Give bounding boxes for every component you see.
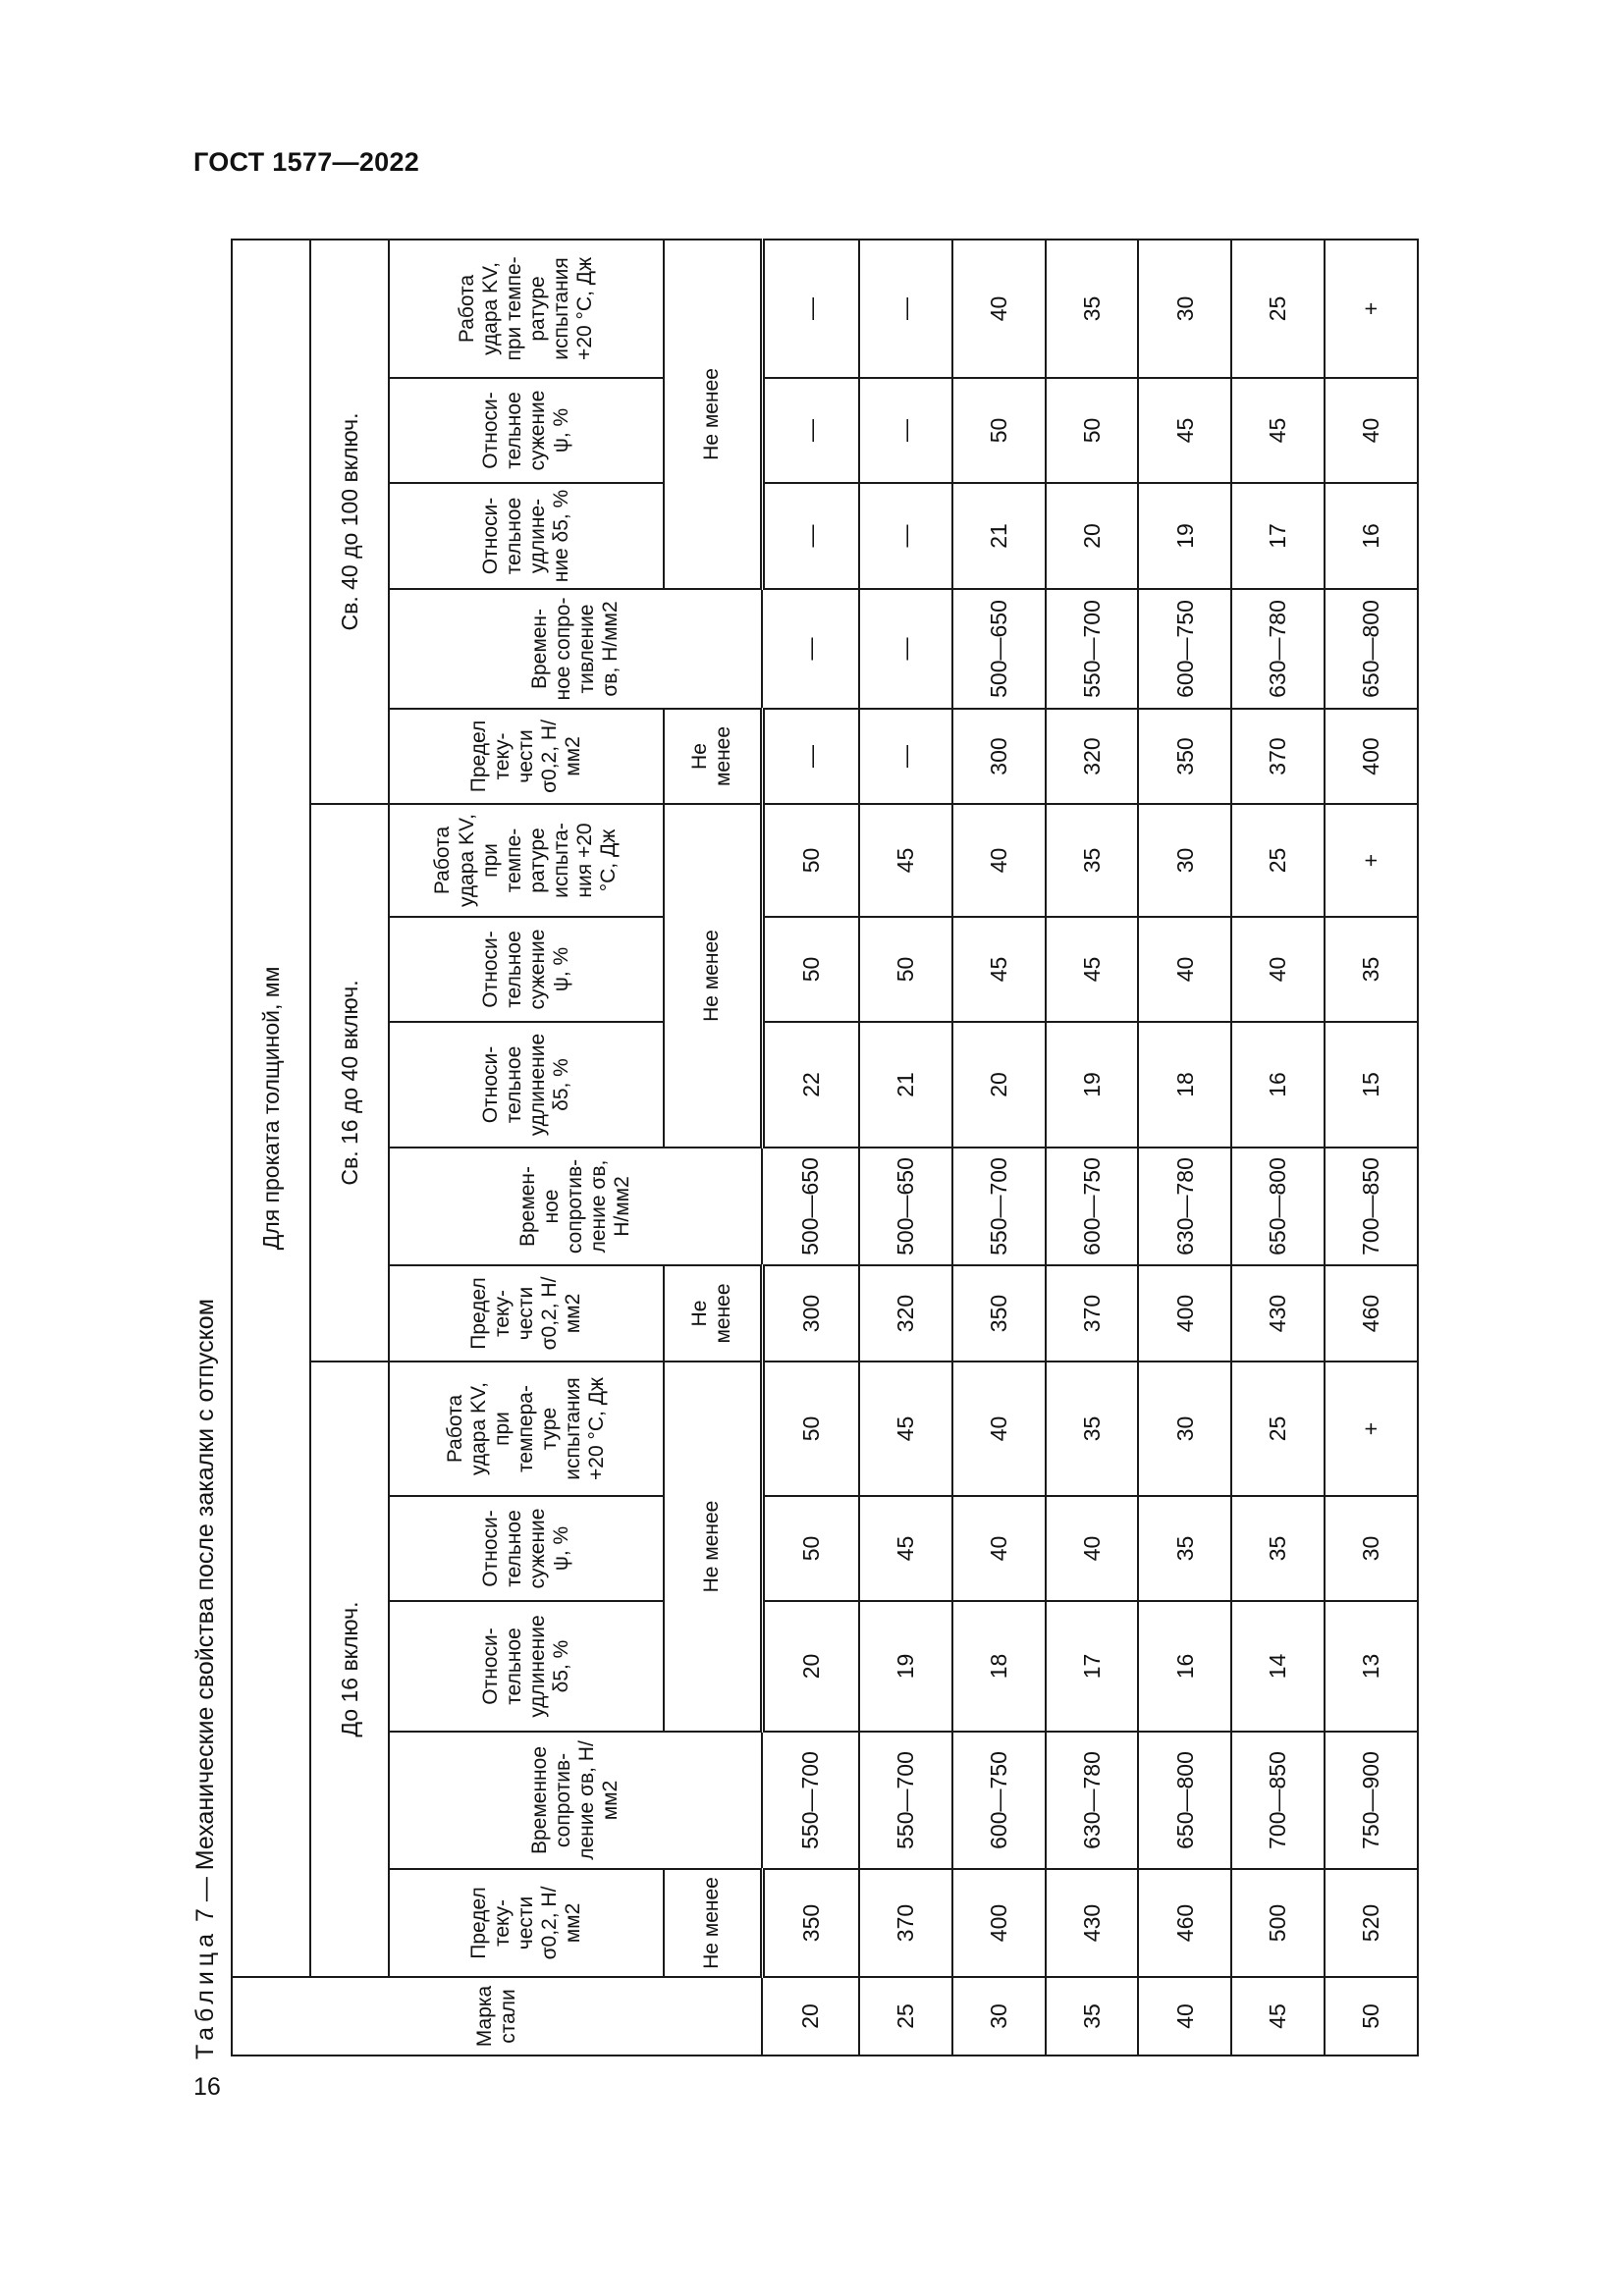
r3-impact-header: Работа удара KV, при темпе-ратуре испытания +20 °С, Дж	[389, 240, 664, 378]
cell: 16	[1138, 1601, 1231, 1732]
cell: 16	[1325, 483, 1418, 589]
cell: 430	[1231, 1265, 1325, 1362]
cell: 19	[1138, 483, 1231, 589]
cell: 25	[1231, 1362, 1325, 1496]
cell: —	[762, 589, 859, 709]
cell: 14	[1231, 1601, 1325, 1732]
cell-grade: 45	[1231, 1977, 1325, 2056]
table-body	[762, 240, 1418, 2056]
cell: 600—750	[952, 1732, 1046, 1869]
table-row	[1325, 240, 1418, 2056]
cell: 35	[1046, 1362, 1139, 1496]
cell: 13	[1325, 1601, 1418, 1732]
cell: 320	[859, 1265, 952, 1362]
cell: 40	[952, 804, 1046, 917]
cell: 30	[1325, 1496, 1418, 1601]
r2-tensile-header: Времен-ное сопротив-ление σв, Н/мм2	[389, 1148, 762, 1265]
cell: 40	[952, 1362, 1046, 1496]
cell: —	[762, 483, 859, 589]
cell: 20	[952, 1022, 1046, 1148]
thickness-header: Для проката толщиной, мм	[232, 240, 310, 1977]
cell: 630—780	[1046, 1732, 1139, 1869]
r1-min-label-short: Не менее	[664, 1869, 762, 1977]
cell: 40	[1046, 1496, 1139, 1601]
cell: 350	[952, 1265, 1046, 1362]
cell: —	[859, 240, 952, 378]
cell: 20	[762, 1601, 859, 1732]
cell: 22	[762, 1022, 859, 1148]
cell: 25	[1231, 240, 1325, 378]
cell: 50	[762, 804, 859, 917]
cell: +	[1325, 804, 1418, 917]
cell: 370	[1231, 709, 1325, 804]
cell: 50	[1046, 378, 1139, 483]
grade-header: Марка стали	[232, 1977, 762, 2056]
cell-grade: 40	[1138, 1977, 1231, 2056]
cell: 21	[952, 483, 1046, 589]
cell-grade: 35	[1046, 1977, 1139, 2056]
cell: 40	[1325, 378, 1418, 483]
table-row	[859, 240, 952, 2056]
cell: —	[762, 240, 859, 378]
table-row	[952, 240, 1046, 2056]
cell: —	[859, 378, 952, 483]
r2-min-label-yield: Не менее	[664, 1265, 762, 1362]
cell-grade: 50	[1325, 1977, 1418, 2056]
cell: 21	[859, 1022, 952, 1148]
cell: 350	[1138, 709, 1231, 804]
cell: 50	[762, 917, 859, 1022]
r3-min-label-yield: Не менее	[664, 709, 762, 804]
cell: 25	[1231, 804, 1325, 917]
cell: 460	[1138, 1869, 1231, 1977]
cell: 300	[952, 709, 1046, 804]
cell: —	[859, 483, 952, 589]
cell: 50	[952, 378, 1046, 483]
cell: 50	[762, 1362, 859, 1496]
cell: 16	[1231, 1022, 1325, 1148]
cell: 35	[1231, 1496, 1325, 1601]
cell: 550—700	[762, 1732, 859, 1869]
table-row	[1046, 240, 1139, 2056]
r2-min-label: Не менее	[664, 804, 762, 1148]
cell: 550—700	[1046, 589, 1139, 709]
cell: 700—850	[1325, 1148, 1418, 1265]
cell: 18	[952, 1601, 1046, 1732]
cell: —	[859, 589, 952, 709]
cell: 18	[1138, 1022, 1231, 1148]
r1-impact-header: Работа удара KV, при темпера-туре испытания +20 °С, Дж	[389, 1362, 664, 1496]
cell: 370	[1046, 1265, 1139, 1362]
cell: 600—750	[1046, 1148, 1139, 1265]
cell: 550—700	[859, 1732, 952, 1869]
cell: 520	[1325, 1869, 1418, 1977]
cell: +	[1325, 1362, 1418, 1496]
table-row	[762, 240, 859, 2056]
r2-reduction-header: Относи-тельное сужение ψ, %	[389, 917, 664, 1022]
cell: 45	[859, 804, 952, 917]
table-row	[1231, 240, 1325, 2056]
cell: 40	[952, 240, 1046, 378]
cell-grade: 20	[762, 1977, 859, 2056]
cell: 30	[1138, 804, 1231, 917]
table-caption-number: 7	[191, 1908, 219, 1923]
cell: 45	[1046, 917, 1139, 1022]
mechanical-properties-table	[231, 240, 1419, 2056]
cell: 45	[859, 1496, 952, 1601]
table-caption-lead: Таблица	[191, 1928, 219, 2059]
cell: 35	[1046, 804, 1139, 917]
cell: 45	[952, 917, 1046, 1022]
cell: 30	[1138, 1362, 1231, 1496]
r1-min-label: Не менее	[664, 1362, 762, 1732]
cell-grade: 30	[952, 1977, 1046, 2056]
page-number: 16	[193, 2073, 221, 2101]
r2-elongation-header: Относи-тельное удлинение δ5, %	[389, 1022, 664, 1148]
r3-elongation-header: Относи-тельное удлине-ние δ5, %	[389, 483, 664, 589]
cell: 40	[1231, 917, 1325, 1022]
cell: 17	[1231, 483, 1325, 589]
r1-yield-header: Предел теку-чести σ0,2, Н/мм2	[389, 1869, 664, 1977]
cell: —	[859, 709, 952, 804]
cell: 400	[1138, 1265, 1231, 1362]
cell: 45	[1138, 378, 1231, 483]
cell: 50	[762, 1496, 859, 1601]
range-header-2: Св. 16 до 40 включ.	[310, 804, 389, 1362]
cell: 19	[859, 1601, 952, 1732]
cell: 650—800	[1138, 1732, 1231, 1869]
cell: 19	[1046, 1022, 1139, 1148]
cell: 750—900	[1325, 1732, 1418, 1869]
range-header-1: До 16 включ.	[310, 1362, 389, 1977]
document-header: ГОСТ 1577—2022	[193, 147, 420, 177]
properties-table	[231, 239, 1419, 2056]
cell: 350	[762, 1869, 859, 1977]
cell: 700—850	[1231, 1732, 1325, 1869]
table-row	[1138, 240, 1231, 2056]
r1-tensile-header: Временное сопротив-ление σв, Н/мм2	[389, 1732, 762, 1869]
r1-reduction-header: Относи-тельное сужение ψ, %	[389, 1496, 664, 1601]
cell: —	[762, 709, 859, 804]
r3-min-label: Не менее	[664, 240, 762, 589]
cell: —	[762, 378, 859, 483]
cell: 650—800	[1231, 1148, 1325, 1265]
r2-impact-header: Работа удара KV, при темпе-ратуре испыта-ния +20 °С, Дж	[389, 804, 664, 917]
range-header-3: Св. 40 до 100 включ.	[310, 240, 389, 804]
cell: 30	[1138, 240, 1231, 378]
cell: 370	[859, 1869, 952, 1977]
cell: 45	[859, 1362, 952, 1496]
cell: 400	[1325, 709, 1418, 804]
cell: 500—650	[762, 1148, 859, 1265]
cell: 600—750	[1138, 589, 1231, 709]
cell: 430	[1046, 1869, 1139, 1977]
cell: 500—650	[859, 1148, 952, 1265]
cell: 650—800	[1325, 589, 1418, 709]
cell-grade: 25	[859, 1977, 952, 2056]
r3-reduction-header: Относи-тельное сужение ψ, %	[389, 378, 664, 483]
cell: 400	[952, 1869, 1046, 1977]
cell: 550—700	[952, 1148, 1046, 1265]
cell: 50	[859, 917, 952, 1022]
cell: 35	[1046, 240, 1139, 378]
cell: 35	[1138, 1496, 1231, 1601]
cell: 320	[1046, 709, 1139, 804]
cell: 35	[1325, 917, 1418, 1022]
cell: 460	[1325, 1265, 1418, 1362]
r3-tensile-header: Времен-ное сопро-тивление σв, Н/мм2	[389, 589, 762, 709]
r2-yield-header: Предел теку-чести σ0,2, Н/мм2	[389, 1265, 664, 1362]
cell: 45	[1231, 378, 1325, 483]
cell: 40	[1138, 917, 1231, 1022]
cell: 20	[1046, 483, 1139, 589]
cell: 500	[1231, 1869, 1325, 1977]
cell: 500—650	[952, 589, 1046, 709]
table-caption	[191, 1299, 220, 2059]
cell: 15	[1325, 1022, 1418, 1148]
cell: 17	[1046, 1601, 1139, 1732]
r1-elongation-header: Относи-тельное удлинение δ5, %	[389, 1601, 664, 1732]
table-caption-text: — Механические свойства после закалки с отпуском	[191, 1299, 219, 1902]
cell: +	[1325, 240, 1418, 378]
cell: 40	[952, 1496, 1046, 1601]
cell: 630—780	[1231, 589, 1325, 709]
r3-yield-header: Предел теку-чести σ0,2, Н/мм2	[389, 709, 664, 804]
cell: 630—780	[1138, 1148, 1231, 1265]
cell: 300	[762, 1265, 859, 1362]
